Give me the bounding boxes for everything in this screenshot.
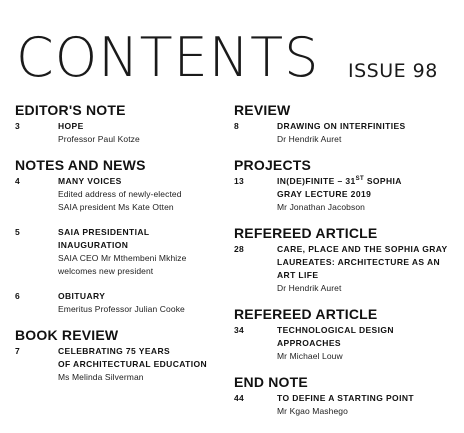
- left-column: [15, 103, 235, 396]
- issue-number: ISSUE 98: [348, 60, 438, 82]
- page-number: 7: [15, 346, 21, 356]
- entry-title: CELEBRATING 75 YEARS: [58, 346, 171, 356]
- entry-author: Mr Jonathan Jacobson: [277, 202, 365, 212]
- toc-entry[interactable]: [234, 175, 454, 214]
- entry-title-line-2: OF ARCHITECTURAL EDUCATION: [58, 359, 208, 369]
- right-column: [234, 103, 454, 430]
- entry-title-line-2: APPROACHES: [277, 338, 341, 348]
- entry-author: Professor Paul Kotze: [58, 134, 140, 144]
- toc-entry[interactable]: [234, 392, 454, 418]
- entry-author: Mr Kgao Mashego: [277, 406, 348, 416]
- entry-title-line-2: INAUGURATION: [58, 240, 129, 250]
- entry-author: Dr Hendrik Auret: [277, 283, 342, 293]
- section-review: [234, 103, 454, 146]
- toc-entry[interactable]: [15, 290, 235, 316]
- page-number: 5: [15, 227, 21, 237]
- section-heading: REFEREED ARTICLE: [234, 306, 378, 322]
- page-number: 34: [234, 325, 245, 335]
- toc-entry[interactable]: [15, 345, 235, 384]
- entry-description: Edited address of newly-elected: [58, 189, 182, 199]
- toc-entry[interactable]: [234, 120, 454, 146]
- entry-title: DRAWING ON INTERFINITIES: [277, 121, 406, 131]
- entry-title: TO DEFINE A STARTING POINT: [277, 393, 414, 403]
- entry-description: SAIA CEO Mr Mthembeni Mkhize: [58, 253, 187, 263]
- section-refereed-article: [234, 226, 454, 295]
- toc-entry[interactable]: [15, 120, 235, 146]
- section-heading: BOOK REVIEW: [15, 327, 119, 343]
- page-number: 3: [15, 121, 21, 131]
- page-number: 4: [15, 176, 21, 186]
- entry-author: Dr Hendrik Auret: [277, 134, 342, 144]
- page-number: 6: [15, 291, 21, 301]
- toc-entry[interactable]: [15, 175, 235, 214]
- entry-title-part: SOPHIA: [364, 176, 402, 186]
- entry-title: MANY VOICES: [58, 176, 122, 186]
- entry-author: Emeritus Professor Julian Cooke: [58, 304, 185, 314]
- entry-title-line-3: ART LIFE: [277, 270, 319, 280]
- entry-author: Ms Melinda Silverman: [58, 372, 144, 382]
- section-heading: PROJECTS: [234, 157, 312, 173]
- entry-title: OBITUARY: [58, 291, 106, 301]
- section-heading: REVIEW: [234, 102, 291, 118]
- toc-entry[interactable]: [15, 226, 235, 278]
- entry-title: HOPE: [58, 121, 84, 131]
- section-heading: REFEREED ARTICLE: [234, 225, 378, 241]
- ordinal-suffix: ST: [355, 176, 365, 182]
- page-title: CONTENTS: [16, 26, 320, 89]
- section-notes-and-news: [15, 158, 235, 316]
- section-heading: EDITOR'S NOTE: [15, 102, 126, 118]
- page-number: 44: [234, 393, 245, 403]
- section-heading: NOTES AND NEWS: [15, 157, 146, 173]
- page-number: 13: [234, 176, 245, 186]
- section-end-note: [234, 375, 454, 418]
- entry-title: TECHNOLOGICAL DESIGN: [277, 325, 394, 335]
- section-projects: [234, 158, 454, 214]
- page-number: 28: [234, 244, 245, 254]
- entry-title-line-2: GRAY LECTURE 2019: [277, 189, 372, 199]
- entry-title: [277, 175, 454, 188]
- section-heading: END NOTE: [234, 374, 308, 390]
- entry-title-part: IN(DE)FINITE – 31: [277, 176, 356, 186]
- entry-description: SAIA president Ms Kate Otten: [58, 202, 174, 212]
- section-refereed-article: [234, 307, 454, 363]
- section-editors-note: [15, 103, 235, 146]
- toc-entry[interactable]: [234, 324, 454, 363]
- section-book-review: [15, 328, 235, 384]
- page-number: 8: [234, 121, 240, 131]
- entry-title-line-2: LAUREATES: ARCHITECTURE AS AN: [277, 257, 441, 267]
- entry-title: SAIA PRESIDENTIAL: [58, 227, 150, 237]
- entry-title: CARE, PLACE AND THE SOPHIA GRAY: [277, 244, 448, 254]
- toc-entry[interactable]: [234, 243, 454, 295]
- entry-description: welcomes new president: [58, 266, 154, 276]
- entry-author: Mr Michael Louw: [277, 351, 343, 361]
